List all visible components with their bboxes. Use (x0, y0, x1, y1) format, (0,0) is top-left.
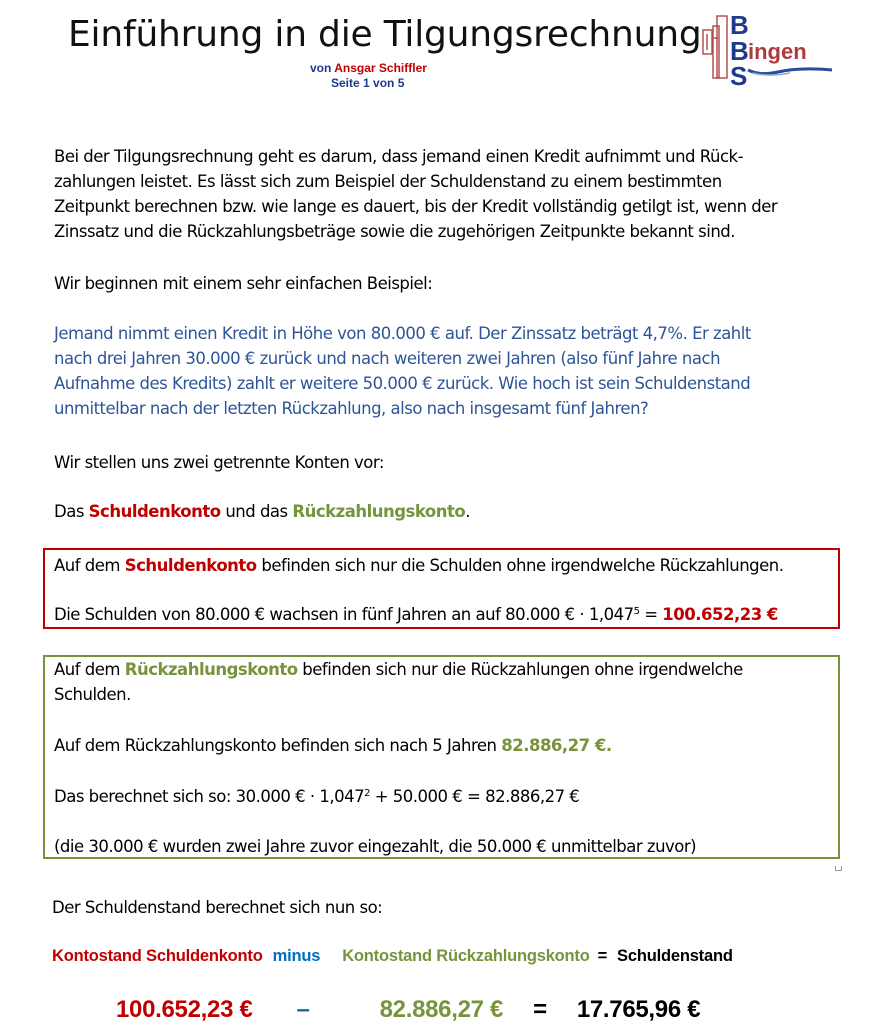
repay-box-balance-text: Auf dem Rückzahlungskonto befinden sich nach 5 Jahren (54, 736, 502, 755)
example-line: unmittelbar nach der letzten Rückzahlung, also nach insgesamt fünf Jahren? (54, 399, 649, 418)
repay-box-formula-b: + 50.000 € = 82.886,27 € (369, 787, 580, 806)
byline-prefix: von (310, 61, 332, 75)
debt-box-line-1 (54, 553, 784, 578)
intro-line: Zeitpunkt berechnen bzw. wie lange es dauert, bis der Kredit vollständig getilgt ist, wenn der (54, 197, 778, 216)
formula-row (52, 944, 852, 969)
repay-box-balance: 82.886,27 €. (501, 736, 612, 755)
repay-account-label: Rückzahlungskonto (292, 502, 466, 521)
svg-text:B: B (730, 10, 749, 40)
result-equals: = (533, 996, 547, 1023)
formula-term-debt: Kontostand Schuldenkonto (52, 947, 263, 965)
accounts-line (54, 499, 470, 524)
calc-intro: Der Schuldenstand berechnet sich nun so: (52, 898, 383, 917)
repay-box-exponent: 2 (364, 788, 370, 799)
svg-text:S: S (730, 61, 748, 88)
repay-box-suffix: befinden sich nur die Rückzahlungen ohne irgendwelche (297, 660, 743, 679)
repay-box-line-1-cont: Schulden. (54, 685, 131, 704)
formula-term-repay: Kontostand Rückzahlungskonto (342, 947, 590, 965)
example-intro: Wir beginnen mit einem sehr einfachen Beispiel: (54, 274, 433, 293)
bbs-bingen-logo (700, 10, 835, 88)
debt-box-result: 100.652,23 € (662, 605, 778, 624)
repay-box-prefix: Auf dem (54, 660, 120, 679)
debt-box-formula: Die Schulden von 80.000 € wachsen in fünf Jahren an auf 80.000 € · 1,047 (54, 605, 634, 624)
page-info: Seite 1 von 5 (331, 76, 405, 90)
intro-line: zahlungen leistet. Es lässt sich zum Beispiel der Schuldenstand zu einem bestimmten (54, 172, 722, 191)
formula-operator-minus: minus (272, 947, 321, 965)
debt-box-exponent: 5 (633, 606, 640, 617)
result-repay-value: 82.886,27 € (379, 996, 504, 1023)
repay-box-formula-a: Das berechnet sich so: 30.000 € · 1,047 (54, 787, 365, 806)
text-anchor-marker (835, 866, 842, 871)
debt-box-suffix: befinden sich nur die Schulden ohne irgendwelche Rückzahlungen. (261, 556, 784, 575)
accounts-middle: und das (225, 502, 288, 521)
debt-box-prefix: Auf dem (54, 556, 120, 575)
repay-account-box (43, 655, 840, 859)
repay-box-line-2 (54, 733, 612, 758)
bbs-bingen-logo-graphic (700, 10, 835, 88)
result-minus: – (296, 996, 310, 1023)
author-name: Ansgar Schiffler (334, 61, 427, 75)
repay-box-line-1 (54, 657, 743, 682)
example-line: Jemand nimmt einen Kredit in Höhe von 80.000 € auf. Der Zinssatz beträgt 4,7%. Er zahlt (54, 324, 751, 343)
example-paragraph (54, 321, 751, 421)
example-line: Aufnahme des Kredits) zahlt er weitere 50.000 € zurück. Wie hoch ist sein Schuldenstand (54, 374, 751, 393)
debt-box-account: Schuldenkonto (124, 556, 257, 575)
result-debt-value: 100.652,23 € (116, 996, 253, 1023)
page-title: Einführung in die Tilgungsrechnung (68, 14, 702, 55)
intro-line: Zinssatz und die Rückzahlungsbeträge sowie die zugehörigen Zeitpunkte bekannt sind. (54, 222, 735, 241)
result-final-value: 17.765,96 € (576, 996, 701, 1023)
accounts-intro: Wir stellen uns zwei getrennte Konten vor: (54, 453, 384, 472)
byline (310, 61, 427, 75)
svg-text:ingen: ingen (748, 39, 807, 64)
example-line: nach drei Jahren 30.000 € zurück und nach weiteren zwei Jahren (also fünf Jahre nach (54, 349, 721, 368)
debt-box-equals: = (639, 605, 663, 624)
accounts-suffix: . (465, 502, 470, 521)
intro-paragraph (54, 144, 777, 244)
formula-equals: = (597, 947, 608, 965)
formula-result-label: Schuldenstand (617, 947, 733, 965)
debt-account-box (43, 548, 840, 629)
repay-box-account: Rückzahlungskonto (124, 660, 298, 679)
result-row (116, 994, 856, 1026)
accounts-prefix: Das (54, 502, 84, 521)
svg-text:B: B (730, 36, 749, 66)
debt-box-line-2 (54, 602, 778, 627)
debt-account-label: Schuldenkonto (88, 502, 221, 521)
repay-box-line-4: (die 30.000 € wurden zwei Jahre zuvor eingezahlt, die 50.000 € unmittelbar zuvor) (54, 837, 697, 856)
intro-line: Bei der Tilgungsrechnung geht es darum, dass jemand einen Kredit aufnimmt und Rück- (54, 147, 744, 166)
repay-box-line-3 (54, 784, 579, 809)
